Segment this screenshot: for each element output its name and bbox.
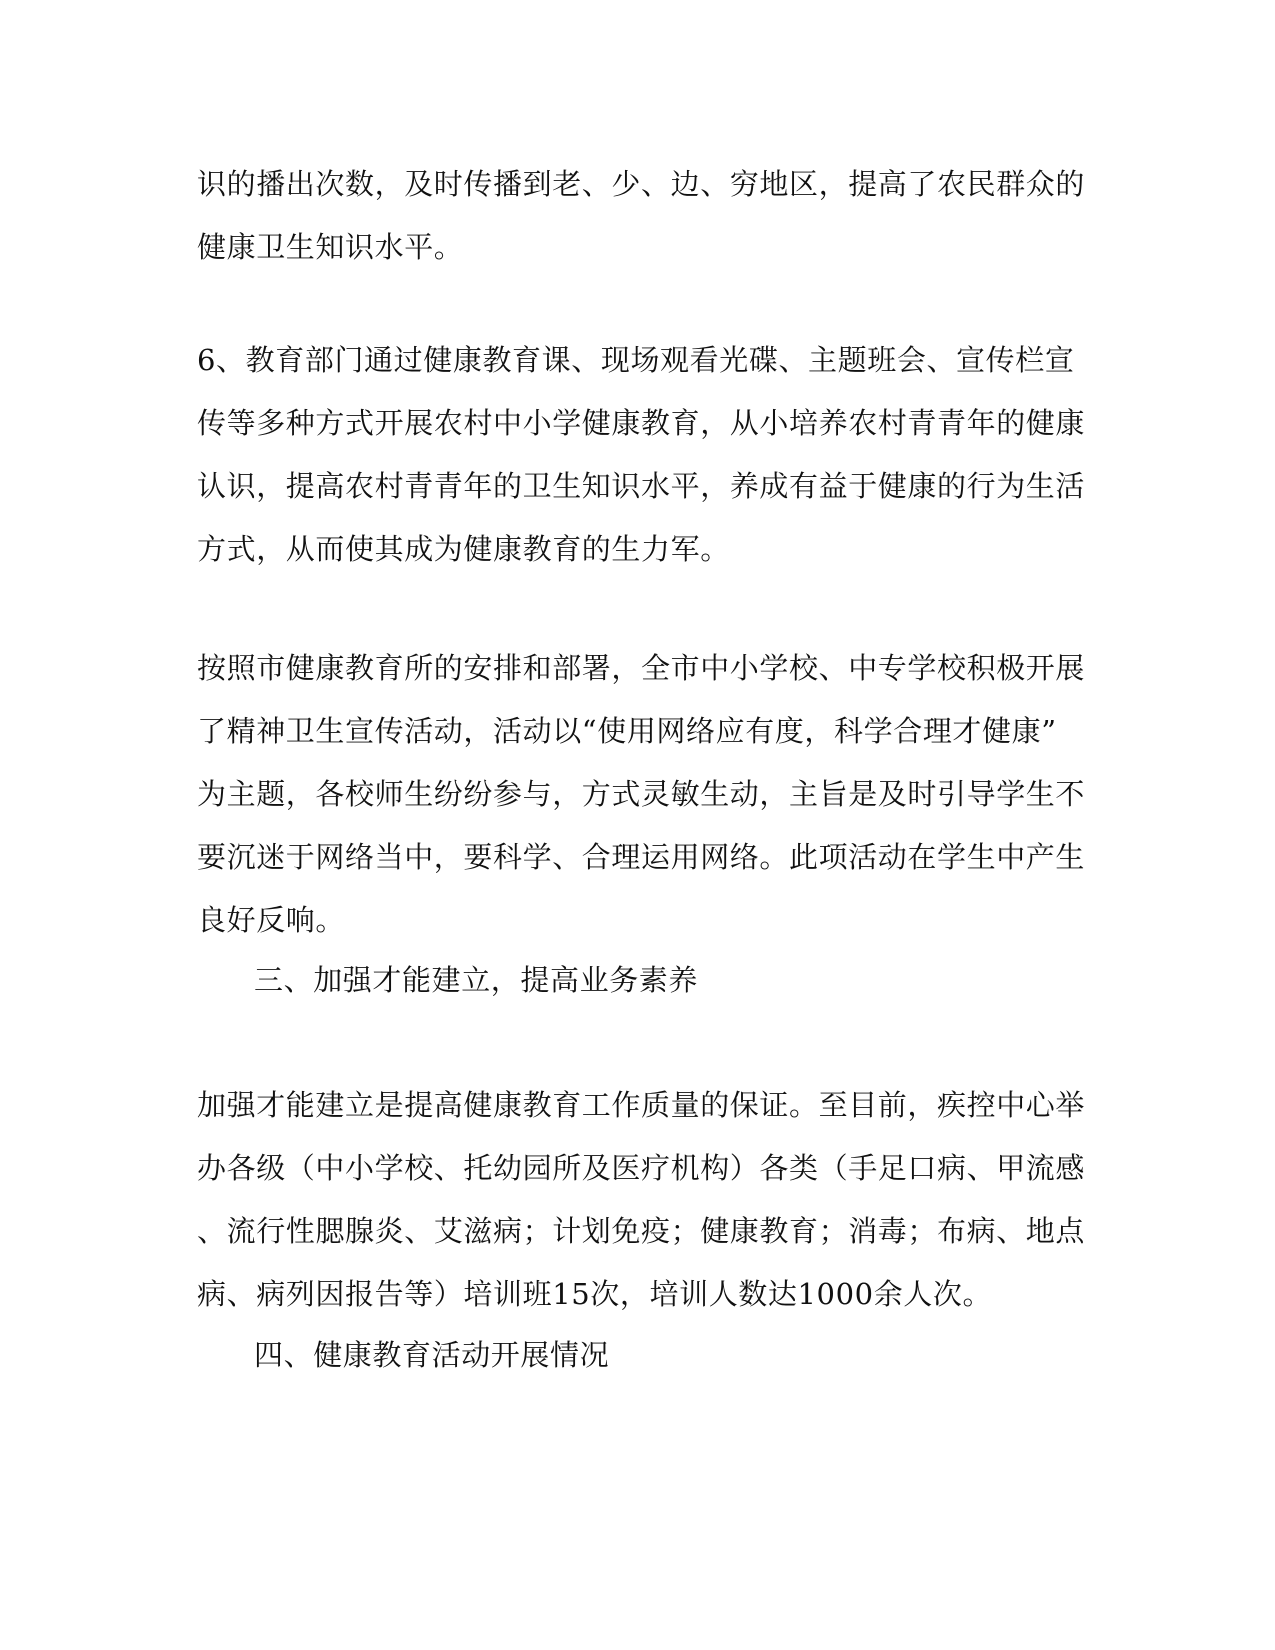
paragraph-4-line-4: 病、病列因报告等）培训班15次，培训人数达1000余人次。: [197, 1277, 993, 1311]
paragraph-2-line-4: 方式，从而使其成为健康教育的生力军。: [197, 532, 730, 566]
paragraph-3-line-2: 了精神卫生宣传活动，活动以“使用网络应有度，科学合理才健康”: [197, 714, 1057, 748]
section-heading-4: 四、健康教育活动开展情况: [254, 1338, 610, 1372]
section-heading-3: 三、加强才能建立，提高业务素养: [254, 963, 699, 997]
paragraph-3-line-4: 要沉迷于网络当中，要科学、合理运用网络。此项活动在学生中产生: [197, 840, 1086, 874]
paragraph-2-line-2: 传等多种方式开展农村中小学健康教育，从小培养农村青青年的健康: [197, 406, 1086, 440]
paragraph-3-line-1: 按照市健康教育所的安排和部署，全市中小学校、中专学校积极开展: [197, 651, 1086, 685]
paragraph-4-line-3: 、流行性腮腺炎、艾滋病；计划免疫；健康教育；消毒；布病、地点: [197, 1214, 1086, 1248]
paragraph-2-line-1: 6、教育部门通过健康教育课、现场观看光碟、主题班会、宣传栏宣: [197, 343, 1075, 377]
paragraph-3-line-3: 为主题，各校师生纷纷参与，方式灵敏生动，主旨是及时引导学生不: [197, 777, 1086, 811]
paragraph-4-line-1: 加强才能建立是提高健康教育工作质量的保证。至目前，疾控中心举: [197, 1088, 1086, 1122]
paragraph-1-line-1: 识的播出次数，及时传播到老、少、边、穷地区，提高了农民群众的: [197, 167, 1086, 201]
paragraph-2-line-3: 认识，提高农村青青年的卫生知识水平，养成有益于健康的行为生活: [197, 469, 1086, 503]
paragraph-4-line-2: 办各级（中小学校、托幼园所及医疗机构）各类（手足口病、甲流感: [197, 1151, 1086, 1185]
paragraph-1-line-2: 健康卫生知识水平。: [197, 230, 464, 264]
paragraph-3-line-5: 良好反响。: [197, 903, 346, 937]
